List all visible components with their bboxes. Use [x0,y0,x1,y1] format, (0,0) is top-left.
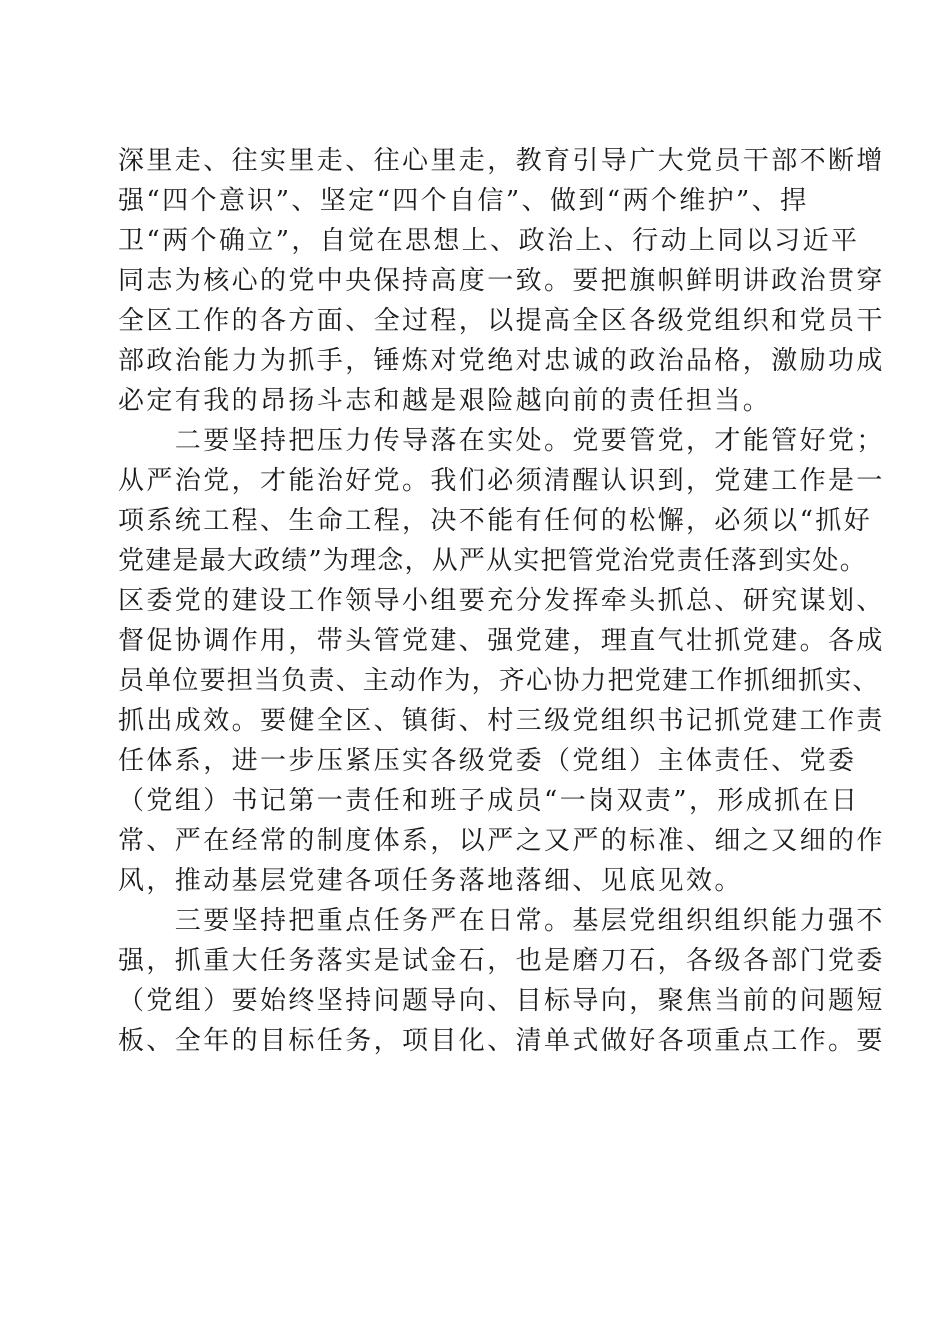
text-line: 任体系，进一步压紧压实各级党委（党组）主体责任、党委 [118,746,857,776]
text-line: 三要坚持把重点任务严在日常。基层党组织组织能力强不 [118,906,885,936]
text-line: 必定有我的昂扬斗志和越是艰险越向前的责任担当。 [118,386,772,416]
text-line: 强“四个意识”、坚定“四个自信”、做到“两个维护”、捍 [118,186,809,216]
text-line: 员单位要担当负责、主动作为，齐心协力把党建工作抓细抓实、 [118,666,880,696]
text-line: 二要坚持把压力传导落在实处。党要管党，才能管好党； [118,426,885,456]
text-line: 板、全年的目标任务，项目化、清单式做好各项重点工作。要 [118,1026,885,1056]
text-line: （党组）书记第一责任和班子成员“一岗双责”，形成抓在日 [118,786,860,816]
text-line: 区委党的建设工作领导小组要充分发挥牵头抓总、研究谋划、 [118,586,885,616]
text-line: 卫“两个确立”，自觉在思想上、政治上、行动上同以习近平 [118,226,860,256]
text-line: 全区工作的各方面、全过程，以提高全区各级党组织和党员干 [118,306,885,336]
paragraph-2 [118,421,885,901]
document-body [118,141,885,1061]
paragraph-3 [118,901,885,1061]
text-line: 同志为核心的党中央保持高度一致。要把旗帜鲜明讲政治贯穿 [118,266,885,296]
text-line: 项系统工程、生命工程，决不能有任何的松懈，必须以“抓好 [118,506,873,536]
text-line: 党建是最大政绩”为理念，从严从实把管党治党责任落到实处。 [118,546,867,576]
text-line: 强，抓重大任务落实是试金石，也是磨刀石，各级各部门党委 [118,946,885,976]
text-line: 部政治能力为抓手，锤炼对党绝对忠诚的政治品格，激励功成 [118,346,885,376]
paragraph-1 [118,141,885,421]
text-line: 风，推动基层党建各项任务落地落细、见底见效。 [118,866,743,896]
text-line: 常、严在经常的制度体系，以严之又严的标准、细之又细的作 [118,826,885,856]
text-line: （党组）要始终坚持问题导向、目标导向，聚焦当前的问题短 [118,986,885,1016]
text-line: 深里走、往实里走、往心里走，教育引导广大党员干部不断增 [118,146,885,176]
text-line: 抓出成效。要健全区、镇街、村三级党组织书记抓党建工作责 [118,706,885,736]
text-line: 督促协调作用，带头管党建、强党建，理直气壮抓党建。各成 [118,626,885,656]
text-line: 从严治党，才能治好党。我们必须清醒认识到，党建工作是一 [118,466,885,496]
